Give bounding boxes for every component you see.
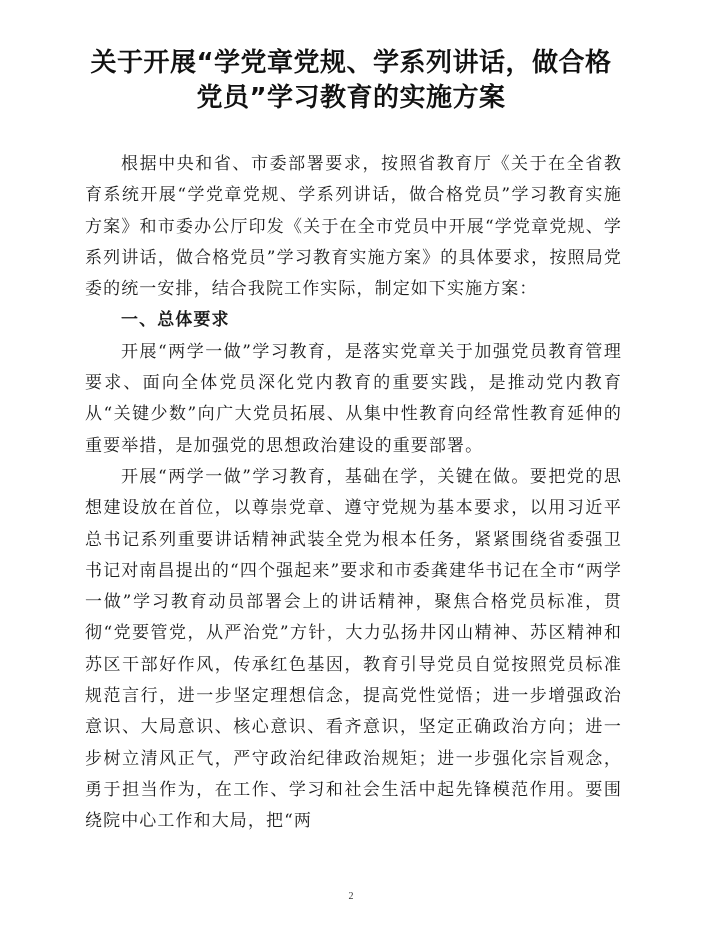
title-line-1: 关于开展“学党章党规、学系列讲话，做合格 — [90, 48, 612, 78]
section-heading: 一、总体要求 — [121, 310, 230, 331]
document-title — [60, 46, 642, 116]
document-body — [85, 149, 622, 838]
body-paragraph: 开展“两学一做”学习教育，基础在学，关键在做。要把党的思想建设放在首位，以尊崇党章、遵守党规为基本要求，以用习近平总书记系列重要讲话精神武装全党为根本任务，紧紧围绕省委强卫书记对南昌提出的“四个强起来”要求和市委龚建华书记在全市“两学一做”学习教育动员部署会上的讲话精神，聚焦合格党员标准，贯彻“党要管党，从严治党”方针，大力弘扬井冈山精神、苏区精神和苏区干部好作风，传承红色基因，教育引导党员自觉按照党员标准规范言行，进一步坚定理想信念，提高党性觉悟；进一步增强政治意识、大局意识、核心意识、看齐意识，坚定正确政治方向；进一步树立清风正气，严守政治纪律政治规矩；进一步强化宗旨观念，勇于担当作为，在工作、学习和社会生活中起先锋模范作用。要围绕院中心工作和大局，把“两 — [85, 466, 622, 832]
intro-paragraph: 根据中央和省、市委部署要求，按照省教育厅《关于在全省教育系统开展“学党章党规、学系列讲话，做合格党员”学习教育实施方案》和市委办公厅印发《关于在全市党员中开展“学党章党规、学系列讲话，做合格党员”学习教育实施方案》的具体要求，按照局党委的统一安排，结合我院工作实际，制定如下实施方案： — [85, 154, 622, 300]
body-paragraph: 开展“两学一做”学习教育，是落实党章关于加强党员教育管理要求、面向全体党员深化党内教育的重要实践，是推动党内教育从“关键少数”向广大党员拓展、从集中性教育向经常性教育延伸的重要举措，是加强党的思想政治建设的重要部署。 — [85, 341, 622, 456]
page-number: 2 — [348, 891, 354, 902]
title-line-2: 党员”学习教育的实施方案 — [196, 83, 506, 113]
